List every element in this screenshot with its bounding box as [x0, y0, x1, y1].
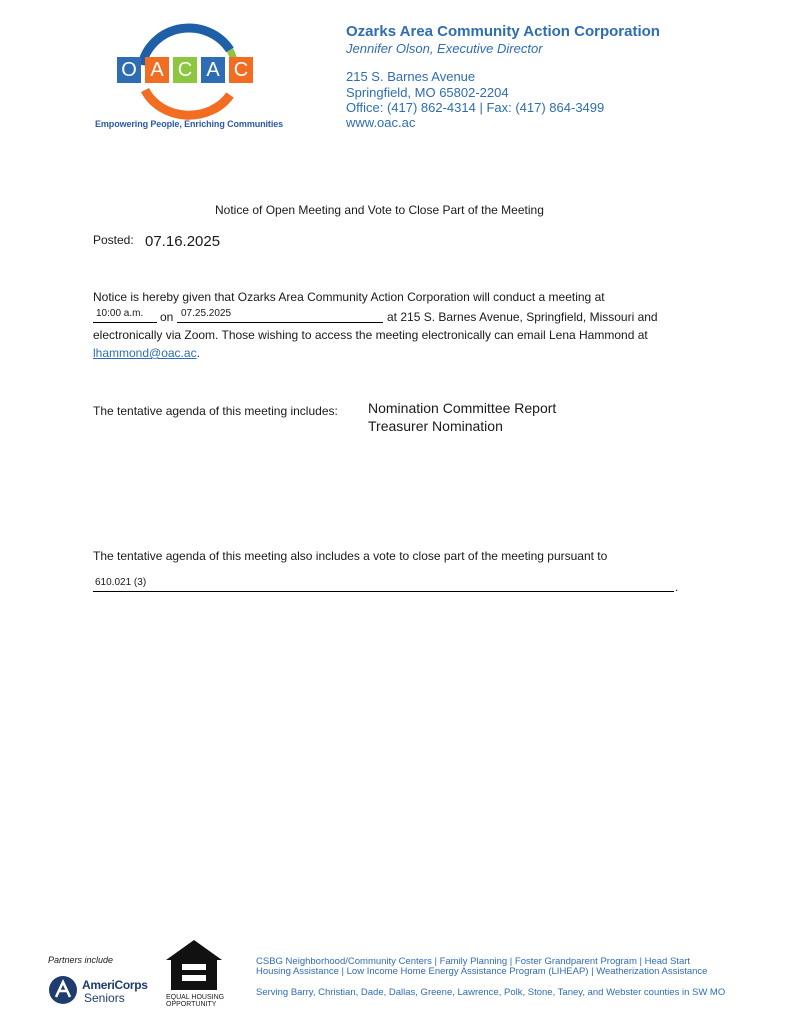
statute-period: .: [675, 580, 679, 594]
agenda-item-1[interactable]: Nomination Committee Report: [368, 400, 557, 416]
close-meeting-text: The tentative agenda of this meeting also includes a vote to close part of the meeting pursuant to: [93, 549, 608, 563]
statute-value: 610.021 (3): [95, 577, 147, 588]
eho-line2: OPPORTUNITY: [166, 1001, 217, 1008]
agenda-item-2[interactable]: Treasurer Nomination: [368, 418, 503, 434]
email-link[interactable]: lhammond@oac.ac: [93, 346, 197, 360]
logo-tagline: Empowering People, Enriching Communities: [95, 119, 284, 129]
org-name: Ozarks Area Community Action Corporation: [346, 23, 660, 40]
logo-letter-c: C: [177, 59, 193, 81]
programs-line-1: CSBG Neighborhood/Community Centers | Family Planning | Foster Grandparent Program | Head Start: [256, 956, 691, 967]
statute-field[interactable]: [93, 577, 674, 592]
americorps-seniors: Seniors: [84, 991, 125, 1005]
executive-director: Jennifer Olson, Executive Director: [346, 41, 543, 56]
americorps-logo-icon: [48, 975, 78, 1010]
website-link[interactable]: www.oac.ac: [346, 115, 416, 130]
phone-fax: Office: (417) 862-4314 | Fax: (417) 864-3499: [346, 100, 605, 115]
counties-served: Serving Barry, Christian, Dade, Dallas, Greene, Lawrence, Polk, Stone, Taney, and Webster counties in SW MO: [256, 987, 726, 998]
paragraph-line-3: electronically via Zoom. Those wishing to access the meeting electronically can email Lena Hammond at: [93, 328, 648, 342]
meeting-time-field[interactable]: [93, 308, 157, 323]
logo-letter-c2: C: [233, 59, 249, 81]
partners-label: Partners include: [48, 955, 114, 965]
logo-letter-o: O: [121, 59, 137, 81]
email-period: .: [196, 346, 200, 360]
programs-line-2: Housing Assistance | Low Income Home Energy Assistance Program (LIHEAP) | Weatherization Assistance: [256, 966, 708, 977]
notice-title: Notice of Open Meeting and Vote to Close Part of the Meeting: [215, 203, 544, 217]
agenda-label: The tentative agenda of this meeting includes:: [93, 404, 338, 418]
americorps-name: AmeriCorps: [82, 978, 148, 992]
address-city: Springfield, MO 65802-2204: [346, 85, 509, 100]
meeting-date-field[interactable]: [177, 308, 383, 323]
address-street: 215 S. Barnes Avenue: [346, 69, 476, 84]
paragraph-line-2-tail: at 215 S. Barnes Avenue, Springfield, Missouri and: [387, 310, 658, 324]
meeting-time-value: 10:00 a.m.: [96, 308, 144, 319]
posted-date-field[interactable]: 07.16.2025: [145, 233, 221, 250]
eho-line1: EQUAL HOUSING: [166, 994, 225, 1001]
on-word: on: [160, 310, 174, 324]
logo-letter-a: A: [150, 59, 164, 81]
posted-label: Posted:: [93, 233, 134, 247]
paragraph-line-1: Notice is hereby given that Ozarks Area Community Action Corporation will conduct a meeting at: [93, 290, 605, 304]
equal-housing-icon: [162, 936, 227, 994]
email-line: [93, 346, 200, 360]
meeting-date-value: 07.25.2025: [181, 308, 232, 319]
logo-letter-a2: A: [206, 59, 220, 81]
